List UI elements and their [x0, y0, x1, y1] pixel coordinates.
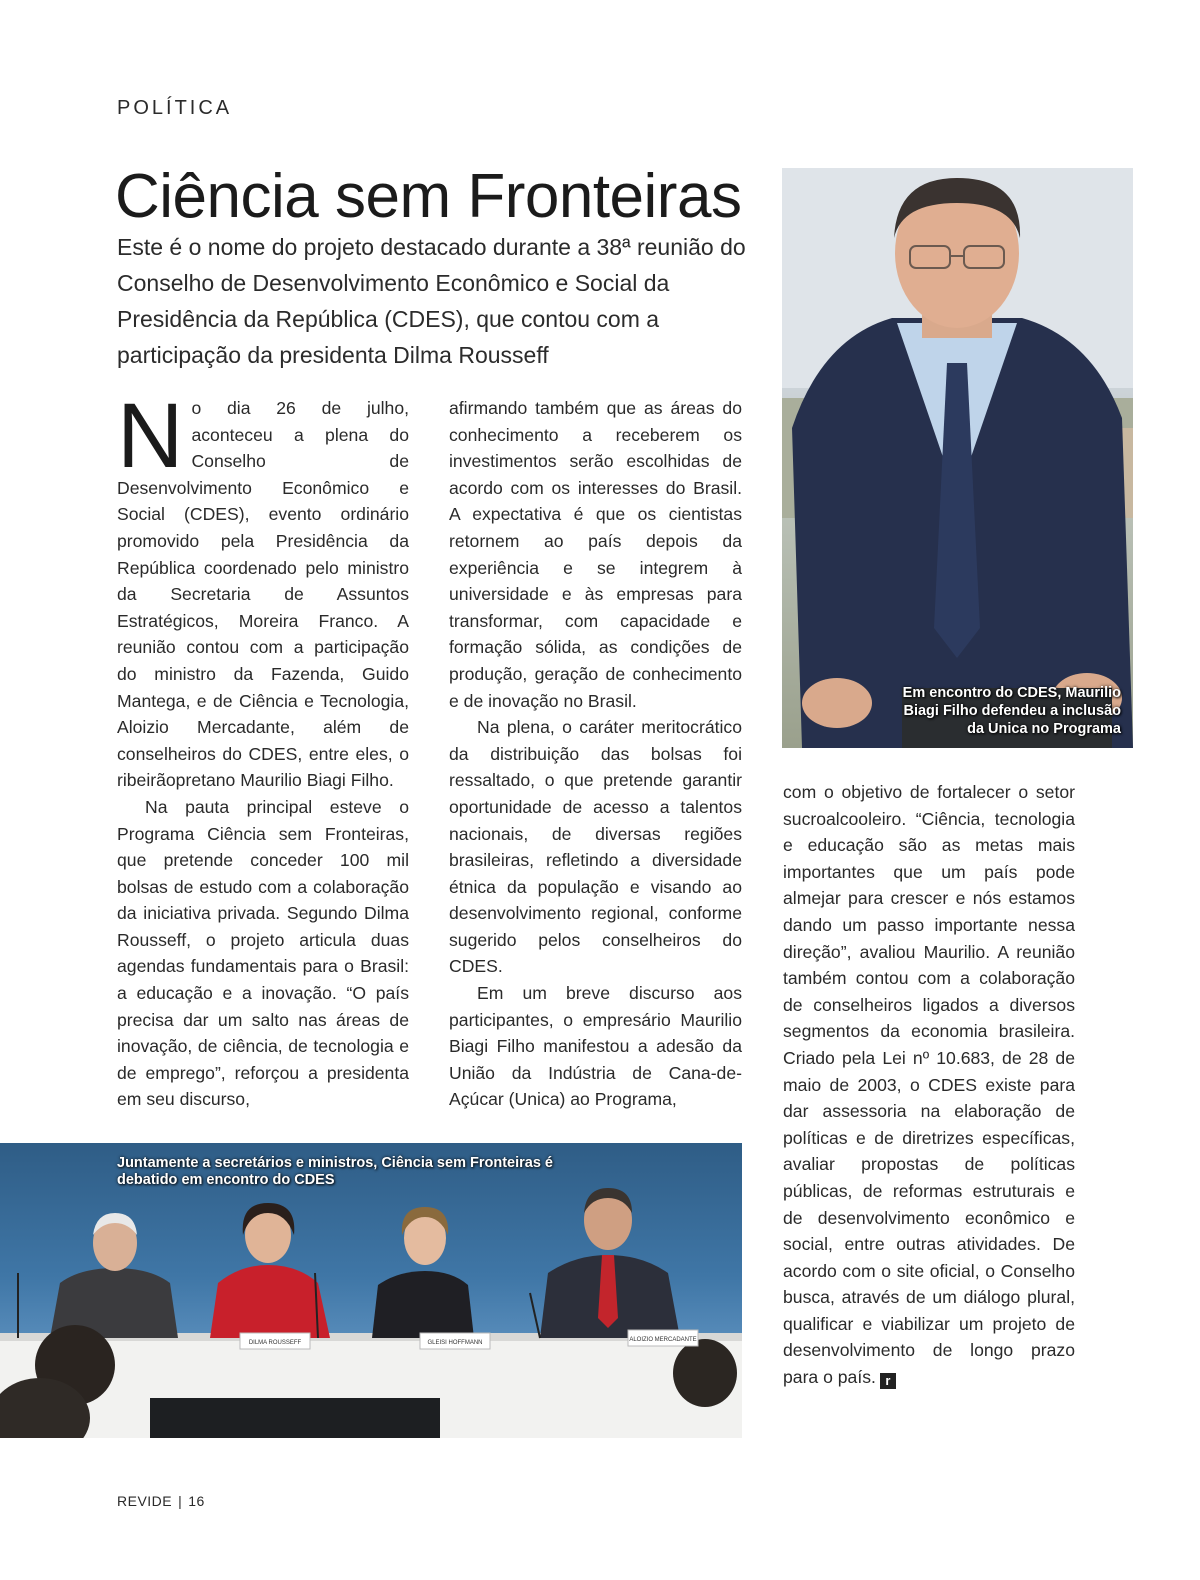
portrait-caption: Em encontro do CDES, Maurilio Biagi Filho defendeu a inclusão da Unica no Programa: [902, 685, 1121, 737]
article-column-1: [117, 385, 409, 1113]
paragraph-text: com o objetivo de fortalecer o setor sucroalcooleiro. “Ciência, tecnologia e educação são as metas mais importantes que um país pode almejar para crescer e nós estamos dando um passo importante nessa direção”, avaliou Maurilio. A reunião também contou com a colaboração de conselheiros ligados a diversos segmentos da economia brasileira. Criado pela Lei nº 10.683, de 28 de maio de 2003, o CDES existe para dar assessoria na elaboração de políticas e de diretrizes específicas, avaliar propostas de políticas públicas, de reformas estruturais e de desenvolvimento econômico e social, entre outras atividades. De acordo com o site oficial, o Conselho busca, através de um diálogo plural, qualificar e viabilizar um projeto de desenvolvimento de longo prazo para o país.: [783, 782, 1075, 1388]
body-paragraph: Em um breve discurso aos participantes, o empresário Maurilio Biagi Filho manifestou a adesão da União da Indústria de Cana-de-Açúcar (Unica) ao Programa,: [449, 983, 742, 1110]
footer-separator: |: [178, 1493, 183, 1509]
meeting-photo: [0, 1143, 742, 1438]
meeting-caption: Juntamente a secretários e ministros, Ciência sem Fronteiras é debatido em encontro do CDES: [117, 1155, 553, 1188]
portrait-photo: [782, 168, 1133, 748]
nameplate-text: DILMA ROUSSEFF: [248, 1340, 302, 1346]
section-label: POLÍTICA: [117, 97, 233, 119]
article-headline: Ciência sem Fronteiras: [115, 162, 742, 231]
nameplate-text: GLEISI HOFFMANN: [427, 1340, 483, 1346]
body-paragraph: [117, 385, 409, 794]
body-paragraph: Na plena, o caráter meritocrático da distribuição das bolsas foi ressaltado, o que pretende garantir oportunidade de acesso a talentos nacionais, de diversas regiões brasileiras, refletindo a diversidade étnica da população e visando ao desenvolvimento regional, conforme sugerido pelos conselheiros do CDES.: [449, 717, 742, 977]
article-column-2: [449, 395, 742, 1113]
body-paragraph: Na pauta principal esteve o Programa Ciência sem Fronteiras, que pretende conceder 100 mil bolsas de estudo com a colaboração da iniciativa privada. Segundo Dilma Rousseff, o projeto articula duas agendas fundamentais para o Brasil: a educação e a inovação. “O país precisa dar um salto nas áreas de inovação, de ciência, de tecnologia e de emprego”, reforçou a presidenta em seu discurso,: [117, 796, 409, 1110]
body-paragraph: [783, 779, 1075, 1391]
page-number: 16: [188, 1493, 205, 1509]
article-column-3: [783, 779, 1075, 1391]
paragraph-text: o dia 26 de julho, aconteceu a plena do Conselho de Desenvolvimento Econômico e Social (CDES), evento ordinário promovido pela Presidência da República coordenado pelo ministro da Secretaria de Assuntos Estratégicos, Moreira Franco. A reunião contou com a participação do ministro da Fazenda, Guido Mantega, e de Ciência e Tecnologia, Aloizio Mercadante, além de conselheiros do CDES, entre eles, o ribeirãopretano Maurilio Biagi Filho.: [117, 398, 409, 791]
nameplate-text: ALOIZIO MERCADANTE: [629, 1337, 697, 1343]
portrait-illustration: [782, 168, 1133, 748]
magazine-name: REVIDE: [117, 1493, 173, 1509]
drop-cap: N: [117, 385, 184, 487]
article-deck: Este é o nome do projeto destacado durante a 38ª reunião do Conselho de Desenvolvimento Econômico e Social da Presidência da República (CDES), que contou com a participação da presidenta Dilma Rousseff: [117, 234, 746, 368]
body-paragraph: afirmando também que as áreas do conhecimento a receberem os investimentos serão escolhidas de acordo com os interesses do Brasil. A expectativa é que os cientistas retornem ao país depois da experiência e se integrem à universidade e às empresas para transformar, com capacidade e formação sólida, as condições de produção, geração de conhecimento e de inovação no Brasil.: [449, 398, 742, 711]
page-footer: [117, 1493, 205, 1509]
end-of-article-mark: r: [880, 1373, 896, 1389]
